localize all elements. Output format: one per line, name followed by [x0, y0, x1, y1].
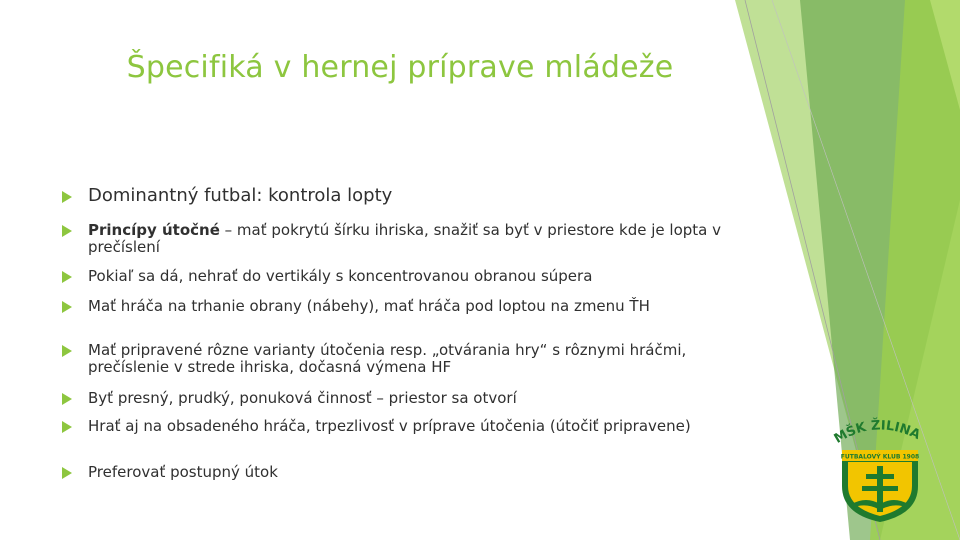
bullet-bold-text: Princípy útočné: [88, 221, 220, 239]
bullet-arrow-icon: [62, 467, 72, 479]
logo-club-name: [832, 417, 923, 447]
bullet-arrow-icon: [62, 301, 72, 313]
bullet-text: Hrať aj na obsadeného hráča, trpezlivosť v príprave útočenia (útočiť pripravene): [88, 417, 691, 435]
logo-name-tspan: MŠK ŽILINA: [831, 418, 923, 447]
logo-subtitle: FUTBALOVÝ KLUB 1908: [840, 453, 920, 461]
bullet-text: Preferovať postupný útok: [88, 463, 278, 481]
slide-title: Špecifiká v hernej príprave mládeže: [126, 50, 674, 85]
bullet-arrow-icon: [62, 271, 72, 283]
bullet-text: Byť presný, prudký, ponuková činnosť – priestor sa otvorí: [88, 389, 517, 407]
bullet-arrow-icon: [62, 393, 72, 405]
bullet-text: Mať pripravené rôzne varianty útočenia resp. „otvárania hry“ s rôznymi hráčmi, prečíslenie v strede ihriska, dočasná výmena HF: [88, 341, 687, 376]
bullet-arrow-icon: [62, 191, 72, 203]
bullet-arrow-icon: [62, 345, 72, 357]
bullet-text: Pokiaľ sa dá, nehrať do vertikály s koncentrovanou obranou súpera: [88, 267, 593, 285]
bullet-text: – mať pokrytú šírku ihriska, snažiť sa byť v priestore kde je lopta v prečíslení: [88, 221, 722, 256]
bullet-text: Mať hráča na trhanie obrany (nábehy), mať hráča pod loptou na zmenu ŤH: [88, 297, 650, 315]
bullet-text-wrapper: [88, 222, 722, 256]
bullet-arrow-icon: [62, 225, 72, 237]
bullet-text: Dominantný futbal: kontrola lopty: [88, 185, 393, 206]
club-logo: [822, 408, 938, 526]
bullet-arrow-icon: [62, 421, 72, 433]
